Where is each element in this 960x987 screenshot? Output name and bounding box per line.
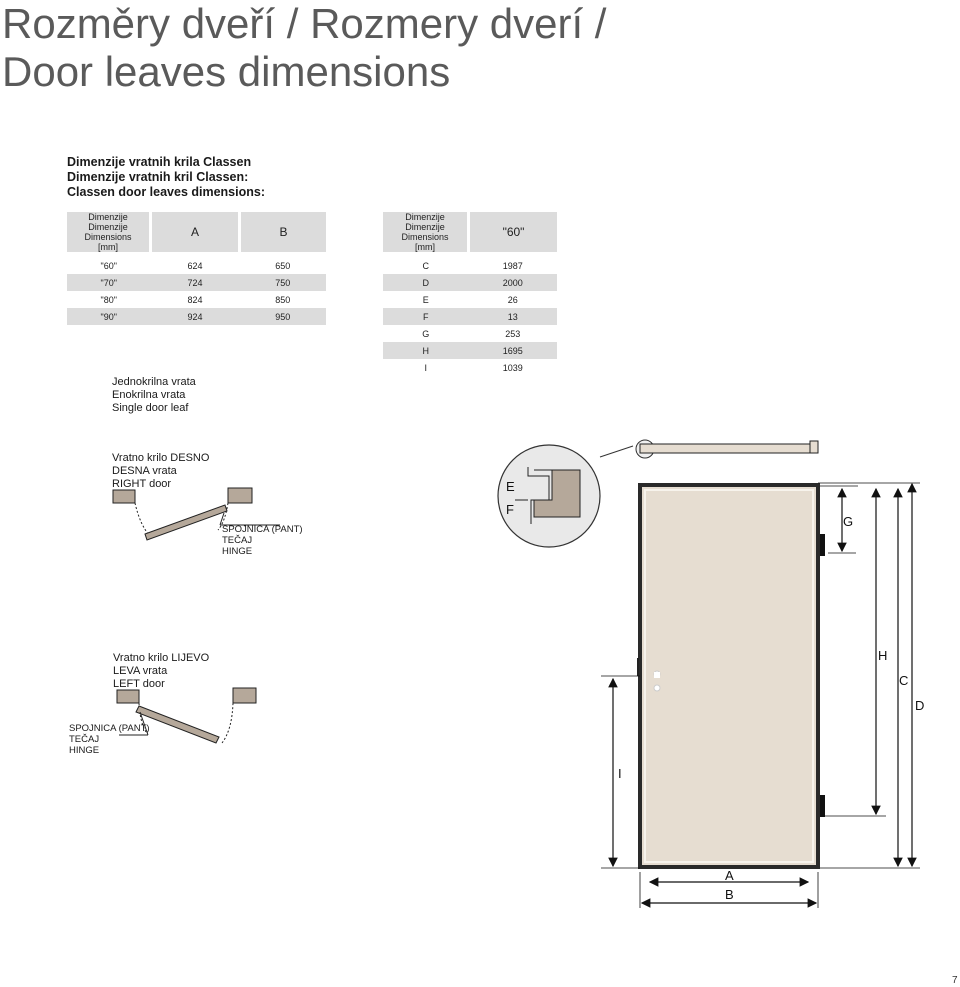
title-line-1: Rozměry dveří / Rozmery dverí / xyxy=(2,0,607,47)
door-elevation xyxy=(638,483,825,869)
hinge-line: HINGE xyxy=(222,546,253,557)
detail-leader xyxy=(600,446,633,457)
key-cell: H xyxy=(383,342,469,359)
header-line: Dimenzije xyxy=(88,212,128,222)
key-cell: C xyxy=(422,260,429,271)
size-cell: "90" xyxy=(67,308,151,325)
value-cell: 1987 xyxy=(502,260,523,271)
title-line-2: Door leaves dimensions xyxy=(2,48,451,95)
value-cell: 253 xyxy=(505,328,521,339)
dim-label-e: E xyxy=(506,479,515,494)
caption-line: LEFT door xyxy=(113,678,165,690)
a-cell: 724 xyxy=(151,274,240,291)
size-cell: "60" xyxy=(100,260,117,271)
key-cell: E xyxy=(422,294,429,305)
b-cell: 650 xyxy=(275,260,291,271)
header-line: [mm] xyxy=(415,242,435,252)
top-plan-view xyxy=(636,440,818,458)
value-cell: 1039 xyxy=(502,362,523,373)
key-cell: G xyxy=(422,328,430,339)
swing-arc xyxy=(135,503,150,536)
hinge-bottom xyxy=(820,795,825,817)
b-cell: 950 xyxy=(240,308,327,325)
dim-label-g: G xyxy=(843,514,854,529)
a-cell: 624 xyxy=(187,260,203,271)
hinge-top xyxy=(820,534,825,556)
right-door-plan xyxy=(113,488,280,540)
frame-block-right xyxy=(233,688,256,703)
door-leaf-face xyxy=(642,487,816,865)
header-line: Dimenzije xyxy=(405,222,445,232)
leaf-section xyxy=(640,444,818,453)
subheading-line: Classen door leaves dimensions: xyxy=(67,185,265,199)
header-line: Dimenzije xyxy=(88,222,128,232)
caption-line: Enokrilna vrata xyxy=(112,389,186,401)
header-line: Dimensions xyxy=(401,232,449,242)
dim-label-h: H xyxy=(878,648,888,663)
hinge-line: SPOJNICA (PANT) xyxy=(222,524,303,535)
frame-block-right xyxy=(228,488,252,503)
hinge-line: HINGE xyxy=(69,745,100,756)
header-line: [mm] xyxy=(98,242,118,252)
caption-line: RIGHT door xyxy=(112,478,172,490)
hinge-line: TEČAJ xyxy=(69,734,100,745)
dim-label-a: A xyxy=(725,868,734,883)
dim-label-i: I xyxy=(618,766,622,781)
key-cell: D xyxy=(383,274,469,291)
key-cell: F xyxy=(383,308,469,325)
caption-line: Vratno krilo DESNO xyxy=(112,452,210,464)
b-cell: 750 xyxy=(240,274,327,291)
swing-arc xyxy=(222,703,233,743)
dim-label-d: D xyxy=(915,698,925,713)
frame-block-left xyxy=(113,490,135,503)
subheading-line: Dimenzije vratnih kril Classen: xyxy=(67,170,249,184)
door-leaf xyxy=(145,505,227,540)
dim-label-f: F xyxy=(506,502,514,517)
key-cell: I xyxy=(424,362,427,373)
dim-label-c: C xyxy=(899,673,909,688)
size-cell: "70" xyxy=(67,274,151,291)
page-number: 7 xyxy=(952,975,958,986)
subheading-line: Dimenzije vratnih krila Classen xyxy=(67,155,252,169)
dim-label-b: B xyxy=(725,887,734,902)
edge-detail-circle xyxy=(498,445,633,547)
caption-line: Single door leaf xyxy=(112,402,189,414)
col-60-header: "60" xyxy=(469,212,558,252)
hinge-line: TEČAJ xyxy=(222,535,253,546)
header-line: Dimenzije xyxy=(405,212,445,222)
caption-line: Vratno krilo LIJEVO xyxy=(113,652,210,664)
leaf-edge xyxy=(810,441,818,453)
header-line: Dimensions xyxy=(84,232,132,242)
caption-line: DESNA vrata xyxy=(112,465,177,477)
caption-line: LEVA vrata xyxy=(113,665,168,677)
frame-block-left xyxy=(117,690,139,703)
b-cell: 850 xyxy=(275,294,291,305)
value-cell: 26 xyxy=(507,294,518,305)
col-b-header: B xyxy=(240,212,327,252)
value-cell: 13 xyxy=(469,308,558,325)
caption-line: Jednokrilna vrata xyxy=(112,376,196,388)
a-cell: 824 xyxy=(187,294,203,305)
value-cell: 2000 xyxy=(469,274,558,291)
door-leaf xyxy=(136,706,219,743)
size-cell: "80" xyxy=(100,294,117,305)
col-a-header: A xyxy=(151,212,240,252)
left-door-plan xyxy=(117,688,256,743)
a-cell: 924 xyxy=(151,308,240,325)
hinge-line: SPOJNICA (PANT) xyxy=(69,723,150,734)
value-cell: 1695 xyxy=(469,342,558,359)
